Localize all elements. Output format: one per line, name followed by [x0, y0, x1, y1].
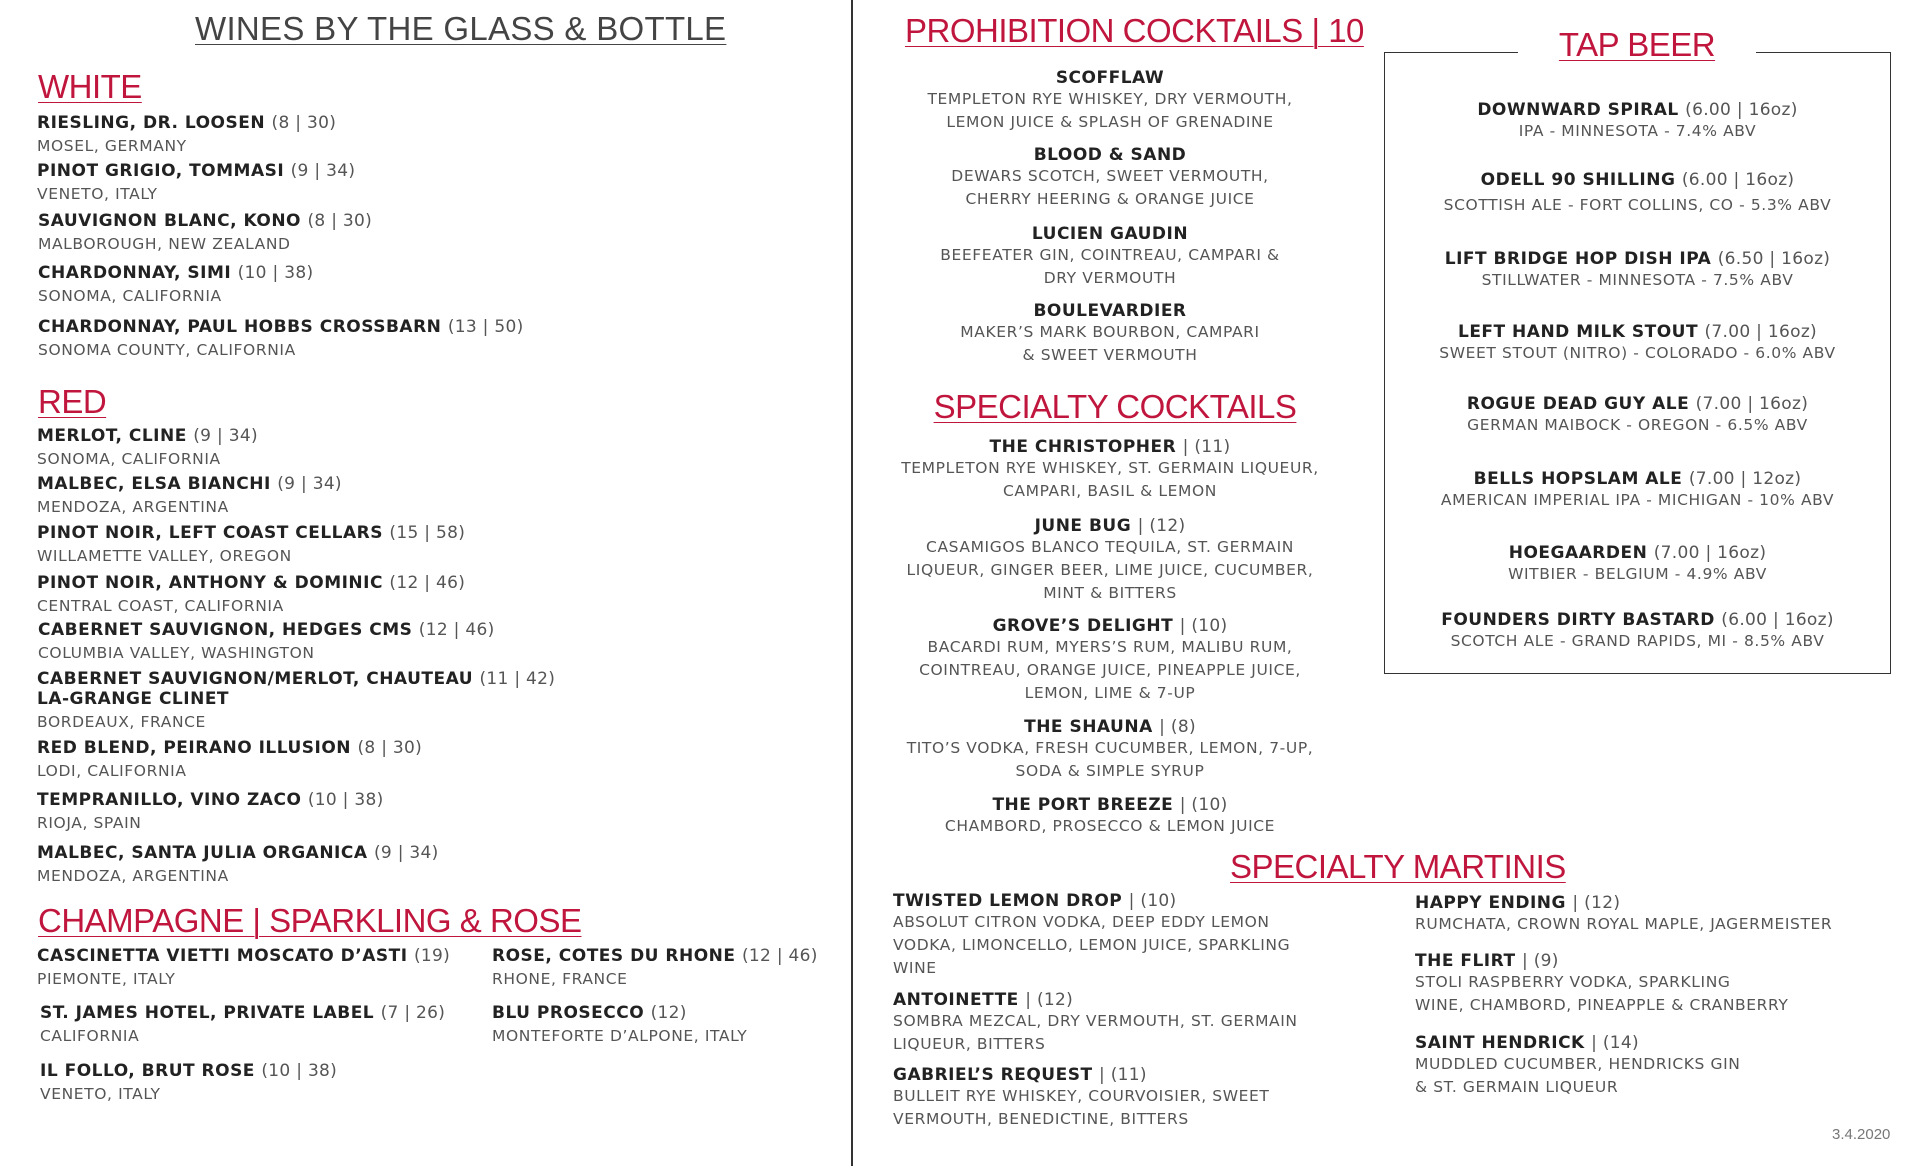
cocktail-desc: LEMON, LIME & 7-UP: [1024, 684, 1196, 702]
beer-item: [1386, 394, 1889, 437]
cocktail-name: GROVE’S DELIGHT | (10): [992, 616, 1228, 636]
beer-item: [1386, 322, 1889, 365]
cocktail-desc: LIQUEUR, GINGER BEER, LIME JUICE, CUCUMBER,: [906, 561, 1314, 579]
beer-desc: GERMAN MAIBOCK - OREGON - 6.5% ABV: [1467, 416, 1808, 434]
wine-name: TEMPRANILLO, VINO ZACO (10 | 38): [37, 790, 384, 810]
wine-name: CASCINETTA VIETTI MOSCATO D’ASTI (19): [37, 946, 451, 966]
cocktail-item: [855, 437, 1365, 503]
red-heading: RED: [38, 383, 107, 420]
martini-name: GABRIEL’S REQUEST | (11): [893, 1065, 1147, 1085]
beer-item: [1386, 249, 1889, 292]
cocktail-desc: MINT & BITTERS: [1043, 584, 1177, 602]
wine-origin: COLUMBIA VALLEY, WASHINGTON: [38, 644, 315, 662]
cocktail-desc: TITO’S VODKA, FRESH CUCUMBER, LEMON, 7-UP,: [906, 739, 1314, 757]
cocktail-desc: CAMPARI, BASIL & LEMON: [1003, 482, 1217, 500]
cocktail-desc: BACARDI RUM, MYERS’S RUM, MALIBU RUM,: [927, 638, 1293, 656]
cocktail-desc: & SWEET VERMOUTH: [1022, 346, 1198, 364]
cocktail-desc: CASAMIGOS BLANCO TEQUILA, ST. GERMAIN: [926, 538, 1294, 556]
martini-desc: LIQUEUR, BITTERS: [893, 1035, 1046, 1053]
cocktail-item: [855, 795, 1365, 838]
wine-name-line2: LA-GRANGE CLINET: [37, 689, 230, 709]
martini-item: [1415, 951, 1915, 1017]
sparkling-heading: CHAMPAGNE | SPARKLING & ROSE: [38, 902, 582, 939]
wine-name: CHARDONNAY, PAUL HOBBS CROSSBARN (13 | 50): [38, 317, 524, 337]
cocktail-item: [855, 516, 1365, 605]
wine-name: PINOT GRIGIO, TOMMASI (9 | 34): [37, 161, 356, 181]
cocktail-item: [865, 145, 1355, 211]
beer-desc: AMERICAN IMPERIAL IPA - MICHIGAN - 10% ABV: [1440, 491, 1835, 509]
beer-name: ROGUE DEAD GUY ALE (7.00 | 16oz): [1466, 394, 1809, 414]
martini-desc: RUMCHATA, CROWN ROYAL MAPLE, JAGERMEISTER: [1415, 915, 1833, 933]
cocktail-name: THE PORT BREEZE | (10): [992, 795, 1228, 815]
wine-name: SAUVIGNON BLANC, KONO (8 | 30): [38, 211, 373, 231]
cocktail-item: [865, 301, 1355, 367]
martinis-heading: SPECIALTY MARTINIS: [1230, 848, 1566, 885]
martini-desc: STOLI RASPBERRY VODKA, SPARKLING: [1415, 973, 1731, 991]
wine-origin: CENTRAL COAST, CALIFORNIA: [37, 597, 284, 615]
beer-item: [1386, 469, 1889, 512]
wine-origin: RHONE, FRANCE: [492, 970, 628, 988]
cocktail-name: LUCIEN GAUDIN: [1031, 224, 1189, 244]
wine-name: MALBEC, SANTA JULIA ORGANICA (9 | 34): [37, 843, 439, 863]
wine-origin: LODI, CALIFORNIA: [37, 762, 187, 780]
wine-name: PINOT NOIR, ANTHONY & DOMINIC (12 | 46): [37, 573, 466, 593]
beer-desc: STILLWATER - MINNESOTA - 7.5% ABV: [1481, 271, 1794, 289]
beer-name: LEFT HAND MILK STOUT (7.00 | 16oz): [1457, 322, 1817, 342]
wine-origin: CALIFORNIA: [40, 1027, 140, 1045]
wine-name: PINOT NOIR, LEFT COAST CELLARS (15 | 58): [37, 523, 466, 543]
martini-desc: VODKA, LIMONCELLO, LEMON JUICE, SPARKLING: [893, 936, 1291, 954]
martini-name: ANTOINETTE | (12): [893, 990, 1074, 1010]
wine-origin: SONOMA, CALIFORNIA: [37, 450, 221, 468]
beer-desc: SCOTTISH ALE - FORT COLLINS, CO - 5.3% ABV: [1443, 196, 1832, 214]
wine-name: CABERNET SAUVIGNON/MERLOT, CHAUTEAU (11 | 42): [37, 669, 556, 689]
wine-origin: PIEMONTE, ITALY: [37, 970, 176, 988]
menu-date: 3.4.2020: [1832, 1126, 1891, 1143]
martini-item: [893, 891, 1393, 980]
beer-item: [1386, 170, 1889, 217]
beer-item: [1386, 543, 1889, 586]
martini-name: HAPPY ENDING | (12): [1415, 893, 1621, 913]
cocktail-name: BLOOD & SAND: [1033, 145, 1187, 165]
cocktail-item: [855, 717, 1365, 783]
wine-name: BLU PROSECCO (12): [492, 1003, 687, 1023]
cocktail-item: [865, 224, 1355, 290]
cocktail-name: THE SHAUNA | (8): [1024, 717, 1196, 737]
beer-item: [1386, 100, 1889, 143]
beer-name: ODELL 90 SHILLING (6.00 | 16oz): [1480, 170, 1795, 190]
martini-desc: WINE, CHAMBORD, PINEAPPLE & CRANBERRY: [1415, 996, 1789, 1014]
wine-origin: MOSEL, GERMANY: [37, 137, 187, 155]
wine-origin: SONOMA, CALIFORNIA: [38, 287, 222, 305]
martini-name: TWISTED LEMON DROP | (10): [893, 891, 1177, 911]
wine-origin: VENETO, ITALY: [40, 1085, 161, 1103]
beer-item: [1386, 610, 1889, 653]
beer-desc: SCOTCH ALE - GRAND RAPIDS, MI - 8.5% ABV: [1450, 632, 1825, 650]
wine-name: ST. JAMES HOTEL, PRIVATE LABEL (7 | 26): [40, 1003, 446, 1023]
white-heading: WHITE: [38, 68, 142, 105]
beer-desc: WITBIER - BELGIUM - 4.9% ABV: [1508, 565, 1767, 583]
wine-origin: RIOJA, SPAIN: [37, 814, 142, 832]
wine-name: MERLOT, CLINE (9 | 34): [37, 426, 258, 446]
wine-origin: VENETO, ITALY: [37, 185, 158, 203]
wine-name: RIESLING, DR. LOOSEN (8 | 30): [37, 113, 337, 133]
wines-title: WINES BY THE GLASS & BOTTLE: [195, 10, 727, 47]
wine-name: CABERNET SAUVIGNON, HEDGES CMS (12 | 46): [38, 620, 495, 640]
tap-beer-heading: TAP BEER: [1558, 26, 1716, 63]
beer-name: HOEGAARDEN (7.00 | 16oz): [1508, 543, 1767, 563]
cocktail-item: [855, 616, 1365, 705]
wine-name: IL FOLLO, BRUT ROSE (10 | 38): [40, 1061, 338, 1081]
cocktail-desc: SODA & SIMPLE SYRUP: [1015, 762, 1205, 780]
wine-origin: WILLAMETTE VALLEY, OREGON: [37, 547, 292, 565]
beer-name: DOWNWARD SPIRAL (6.00 | 16oz): [1477, 100, 1798, 120]
martini-name: THE FLIRT | (9): [1415, 951, 1559, 971]
cocktail-desc: CHERRY HEERING & ORANGE JUICE: [965, 190, 1255, 208]
cocktail-desc: COINTREAU, ORANGE JUICE, PINEAPPLE JUICE,: [919, 661, 1301, 679]
martini-desc: SOMBRA MEZCAL, DRY VERMOUTH, ST. GERMAIN: [893, 1012, 1298, 1030]
specialty-heading: SPECIALTY COCKTAILS: [933, 388, 1297, 425]
wine-name: CHARDONNAY, SIMI (10 | 38): [38, 263, 314, 283]
cocktail-name: BOULEVARDIER: [1033, 301, 1187, 321]
cocktail-desc: MAKER’S MARK BOURBON, CAMPARI: [960, 323, 1260, 341]
cocktail-desc: DRY VERMOUTH: [1043, 269, 1177, 287]
wine-origin: MENDOZA, ARGENTINA: [37, 498, 229, 516]
cocktail-desc: BEEFEATER GIN, COINTREAU, CAMPARI &: [940, 246, 1280, 264]
wine-name: RED BLEND, PEIRANO ILLUSION (8 | 30): [37, 738, 423, 758]
beer-name: LIFT BRIDGE HOP DISH IPA (6.50 | 16oz): [1444, 249, 1831, 269]
cocktail-item: [865, 68, 1355, 134]
cocktail-desc: TEMPLETON RYE WHISKEY, ST. GERMAIN LIQUEUR,: [901, 459, 1319, 477]
martini-desc: BULLEIT RYE WHISKEY, COURVOISIER, SWEET: [893, 1087, 1270, 1105]
cocktail-desc: TEMPLETON RYE WHISKEY, DRY VERMOUTH,: [927, 90, 1293, 108]
wine-origin: MONTEFORTE D’ALPONE, ITALY: [492, 1027, 748, 1045]
martini-desc: VERMOUTH, BENEDICTINE, BITTERS: [893, 1110, 1189, 1128]
martini-item: [1415, 1033, 1915, 1099]
wine-origin: MENDOZA, ARGENTINA: [37, 867, 229, 885]
cocktail-desc: CHAMBORD, PROSECCO & LEMON JUICE: [944, 817, 1276, 835]
cocktail-name: JUNE BUG | (12): [1034, 516, 1186, 536]
wine-origin: SONOMA COUNTY, CALIFORNIA: [38, 341, 296, 359]
cocktail-desc: DEWARS SCOTCH, SWEET VERMOUTH,: [951, 167, 1269, 185]
martini-desc: & ST. GERMAIN LIQUEUR: [1415, 1078, 1619, 1096]
martini-item: [893, 990, 1393, 1056]
martini-name: SAINT HENDRICK | (14): [1415, 1033, 1639, 1053]
beer-name: FOUNDERS DIRTY BASTARD (6.00 | 16oz): [1441, 610, 1834, 630]
martini-item: [893, 1065, 1393, 1131]
panel-divider: [851, 0, 853, 1166]
beer-desc: SWEET STOUT (NITRO) - COLORADO - 6.0% ABV: [1439, 344, 1836, 362]
martini-desc: WINE: [893, 959, 937, 977]
wine-name: MALBEC, ELSA BIANCHI (9 | 34): [37, 474, 342, 494]
martini-desc: ABSOLUT CITRON VODKA, DEEP EDDY LEMON: [893, 913, 1270, 931]
beer-name: BELLS HOPSLAM ALE (7.00 | 12oz): [1473, 469, 1802, 489]
martini-item: [1415, 893, 1915, 936]
cocktail-name: THE CHRISTOPHER | (11): [989, 437, 1231, 457]
wine-origin: MALBOROUGH, NEW ZEALAND: [38, 235, 291, 253]
cocktail-desc: LEMON JUICE & SPLASH OF GRENADINE: [946, 113, 1274, 131]
wine-origin: BORDEAUX, FRANCE: [37, 713, 206, 731]
beer-desc: IPA - MINNESOTA - 7.4% ABV: [1518, 122, 1757, 140]
prohibition-heading: PROHIBITION COCKTAILS | 10: [905, 12, 1364, 49]
wine-name: ROSE, COTES DU RHONE (12 | 46): [492, 946, 818, 966]
cocktail-name: SCOFFLAW: [1055, 68, 1165, 88]
martini-desc: MUDDLED CUCUMBER, HENDRICKS GIN: [1415, 1055, 1741, 1073]
